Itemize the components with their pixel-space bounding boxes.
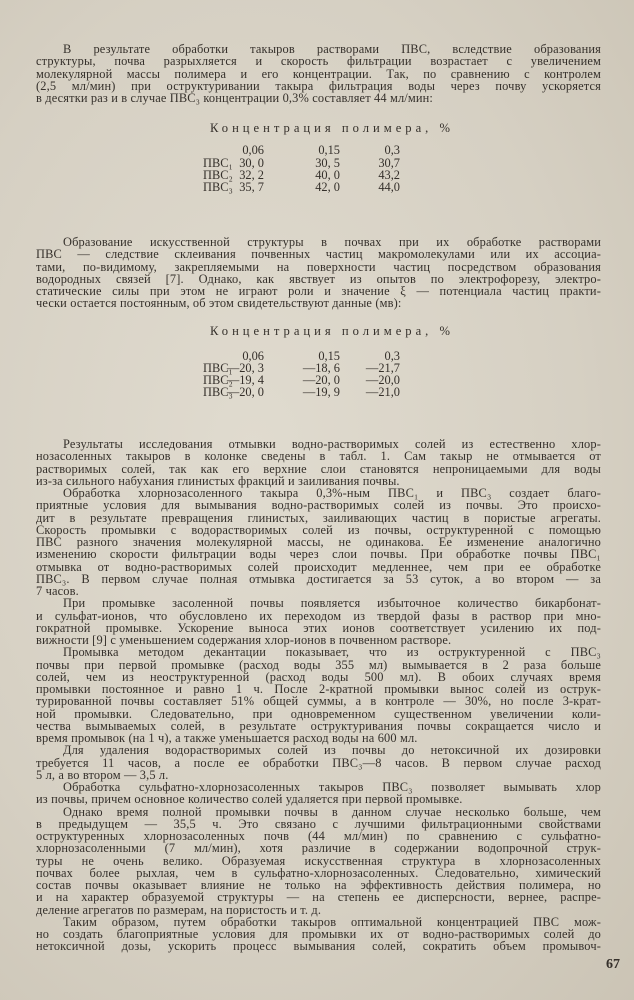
text-line: В результате обработки такыров растворами ПВС, вследствие образования xyxy=(63,42,601,56)
text-line: Таким образом, путем обработки такыров оптимальной концентрацией ПВС мож- xyxy=(63,914,601,929)
text-line: чески остается постоянным, об этом свидетельствуют данные (мв): xyxy=(36,296,402,311)
text-line: в десятки раз и в случае ПВС₃ концентрации 0,3% составляет 44 мл/мин: xyxy=(36,91,434,105)
table-cell: —20,0 xyxy=(365,373,400,387)
table-cell: —19, 4 xyxy=(226,373,264,387)
table-cell: 44,0 xyxy=(378,179,400,194)
table-cell: —18, 6 xyxy=(302,361,340,375)
text-line: ПВС разного значения молекулярной массы, не одинакова. Ее изменение аналогично xyxy=(36,535,601,549)
column-header: 0,15 xyxy=(318,349,340,363)
table-row xyxy=(0,386,634,398)
table-title: Концентрация полимера, % xyxy=(210,121,454,135)
paragraph xyxy=(36,43,601,104)
text-line: почвах более рыхлая, чем в сульфатно-хлорнозасоленных. Следовательно, химический xyxy=(36,865,601,880)
row-label: ПВС₃ xyxy=(203,179,233,194)
row-label: ПВС₃ xyxy=(203,385,233,399)
paragraph xyxy=(36,597,601,646)
text-line: оструктуренных хлорнозасоленных почв (44 мл/мин) по сравнению с сульфатно- xyxy=(36,829,601,843)
text-line: турированной почвы составляет 51% общей суммы, а в контроле — 30%, но после 3-крат- xyxy=(36,694,601,709)
text-line: растворимых солей, так как его верхние слои становятся непроницаемыми для воды xyxy=(36,461,601,476)
text-line: и сульфат-ионов, что обусловлено их переходом из твердой фазы в раствор при мно- xyxy=(36,608,601,623)
text-line: структуры, почва разрыхляется и скорость фильтрации возрастает с увеличением xyxy=(36,54,601,69)
text-line: промывки постоянное и равно 1 ч. После 2-кратной промывки вынос солей из острук- xyxy=(36,682,601,696)
row-label: ПВС₁ xyxy=(203,361,233,375)
text-block-top xyxy=(36,43,601,104)
row-label: ПВС₁ xyxy=(203,155,233,170)
column-header: 0,15 xyxy=(318,143,340,157)
table-cell: 40, 0 xyxy=(315,167,340,182)
text-line: изменению скорости фильтрации воды через слои почвы. При обработке почвы ПВС₁ xyxy=(36,547,601,562)
table-cell: 42, 0 xyxy=(315,179,340,194)
table-cell: 30,7 xyxy=(378,155,400,170)
text-line: Однако время полной промывки почвы в данном случае несколько больше, чем xyxy=(63,804,601,819)
text-line: из-за сильного набухания глинистых фракций и заиливания почвы. xyxy=(36,473,400,488)
text-line: Обработка хлорнозасоленного такыра 0,3%-ным ПВС₁ и ПВС₃ создает благо- xyxy=(63,486,601,500)
text-line: молекулярной массы полимера и его концентрации. Так, по сравнению с контролем xyxy=(36,66,601,81)
paragraph xyxy=(36,646,601,744)
text-line: чества вымываемых солей, в результате оструктуривания почвы сокращается число и xyxy=(36,718,601,733)
table-cell: —20, 0 xyxy=(302,373,340,387)
text-line: нетоксичной дозы, ускорить процесс вымывания солей, сократить объем промывоч- xyxy=(36,939,601,954)
table-header-row xyxy=(0,144,634,156)
text-line: деление агрегатов по размерам, на пористость и т. д. xyxy=(36,902,322,917)
table-row xyxy=(0,181,634,193)
text-line: в предыдущем — 35,5 ч. Это связано с лучшими фильтрационными свойствами xyxy=(36,816,601,831)
text-line: почвы при первой промывке (расход воды 355 мл) вымывается в 2 раза больше xyxy=(36,657,601,672)
paragraph xyxy=(36,916,601,953)
text-line: хлорнозасоленными (7 мл/мин), хотя различие в содержании водопрочной струк- xyxy=(36,841,601,856)
table-cell: —19, 9 xyxy=(302,385,340,399)
text-block-bottom xyxy=(36,438,601,953)
text-line: (2,5 мл/мин) при оструктуривании такыра фильтрация воды через почву ускоряется xyxy=(36,78,601,93)
text-line: требуется 11 часов, а после ее обработки ПВС₃—8 часов. В первом случае расход xyxy=(36,755,601,770)
text-line: тами, по-видимому, закрепляемыми на поверхности частиц посредством образования xyxy=(36,259,601,274)
text-line: ПВС — следствие склеивания почвенных частиц макромолекулами или их ассоциа- xyxy=(36,247,601,262)
row-label: ПВС₂ xyxy=(203,167,233,182)
text-line: 5 л, а во втором — 3,5 л. xyxy=(36,767,169,782)
text-line: приятные условия для вымывания водно-растворимых солей из почвы. Это происхо- xyxy=(36,498,601,513)
text-line: из почвы, причем основное количество солей удаляется при первой промывке. xyxy=(36,792,463,807)
text-line: гократной промывке. Ускорение выноса этих ионов соответствует усилению их под- xyxy=(36,620,601,635)
text-line: состав почвы оказывает влияние не только на эффективность действия полимера, но xyxy=(36,878,601,892)
paragraph xyxy=(36,487,601,597)
row-label: ПВС₂ xyxy=(203,373,233,387)
paragraph xyxy=(36,806,601,916)
text-line: ПВС₃. В первом случае полная отмывка достигается за 53 суток, а во втором — за xyxy=(36,571,601,586)
text-line: Для удаления водорастворимых солей из почвы до нетоксичной их дозировки xyxy=(63,743,601,758)
text-line: При промывке засоленной почвы появляется избыточное количество бикарбонат- xyxy=(63,596,601,611)
table-cell: 35, 7 xyxy=(239,179,264,194)
text-line: время промывок (на 1 ч), а также уменьшается расход воды на 600 мл. xyxy=(36,731,418,745)
text-line: Образование искусственной структуры в почвах при их обработке растворами xyxy=(63,235,601,249)
column-header: 0,06 xyxy=(242,349,264,363)
text-block-middle xyxy=(36,236,601,310)
text-line: и на характер образуемой структуры — на степень ее дисперсности, вернее, распре- xyxy=(36,890,601,905)
text-line: Промывка методом декантации показывает, что из оструктуренной с ПВС₃ xyxy=(63,645,601,660)
table-cell: 32, 2 xyxy=(239,167,264,182)
table-row xyxy=(0,157,634,169)
page-number: 67 xyxy=(606,957,620,972)
text-line: Результаты исследования отмывки водно-растворимых солей из естественно хлор- xyxy=(63,437,601,451)
text-line: солей, чем из неоструктуренной (расход воды 500 мл). В обоих случаях время xyxy=(36,669,601,684)
text-line: но создать благоприятные условия для промывки их от водно-растворимых солей до xyxy=(36,927,601,941)
text-line: отмывка от водно-растворимых солей происходит медленнее, чем при ее обработке xyxy=(36,559,601,574)
table-cell: —21,0 xyxy=(365,385,400,399)
table-cell: 43,2 xyxy=(378,167,400,182)
text-line: вижности [9] с уменьшением содержания хлор-ионов в почвенном растворе. xyxy=(36,633,452,647)
column-header: 0,3 xyxy=(384,143,400,157)
paragraph xyxy=(36,236,601,310)
table-cell: 30, 0 xyxy=(239,155,264,170)
text-line: туры не очень велико. Образуемая искусственная структура в хлорнозасоленных xyxy=(36,853,601,868)
table-cell: —21,7 xyxy=(365,361,400,375)
column-header: 0,3 xyxy=(384,349,400,363)
text-line: водородных связей [7]. Однако, как явствует из опытов по электрофорезу, электро- xyxy=(36,271,601,286)
paragraph xyxy=(36,744,601,781)
text-line: дит в результате превращения глинистых, заиливающих частиц в пористые агрегаты. xyxy=(36,510,601,525)
text-line: нозасоленных такыров в колонке сведены в табл. 1. Сам такыр не отмывается от xyxy=(36,449,601,464)
table-cell: —20, 3 xyxy=(226,361,264,375)
table-row xyxy=(0,169,634,181)
paragraph xyxy=(36,438,601,487)
text-line: 7 часов. xyxy=(36,584,79,598)
text-line: статические силы при этом не играют роли и значение ξ — потенциала частиц практи- xyxy=(36,284,601,298)
table-cell: —20, 0 xyxy=(226,385,264,399)
table-title: Концентрация полимера, % xyxy=(210,324,454,338)
text-line: Скорость промывки с водорастворимых солей из почвы, оструктуренной с помощью xyxy=(36,522,601,537)
text-line: ной промывки. Следовательно, при одновременном существенном увеличении коли- xyxy=(36,706,601,721)
text-line: Обработка сульфатно-хлорнозасоленных такыров ПВС₃ позволяет вымывать хлор xyxy=(63,780,601,794)
paragraph xyxy=(36,781,601,806)
table-cell: 30, 5 xyxy=(315,155,340,170)
column-header: 0,06 xyxy=(242,143,264,157)
